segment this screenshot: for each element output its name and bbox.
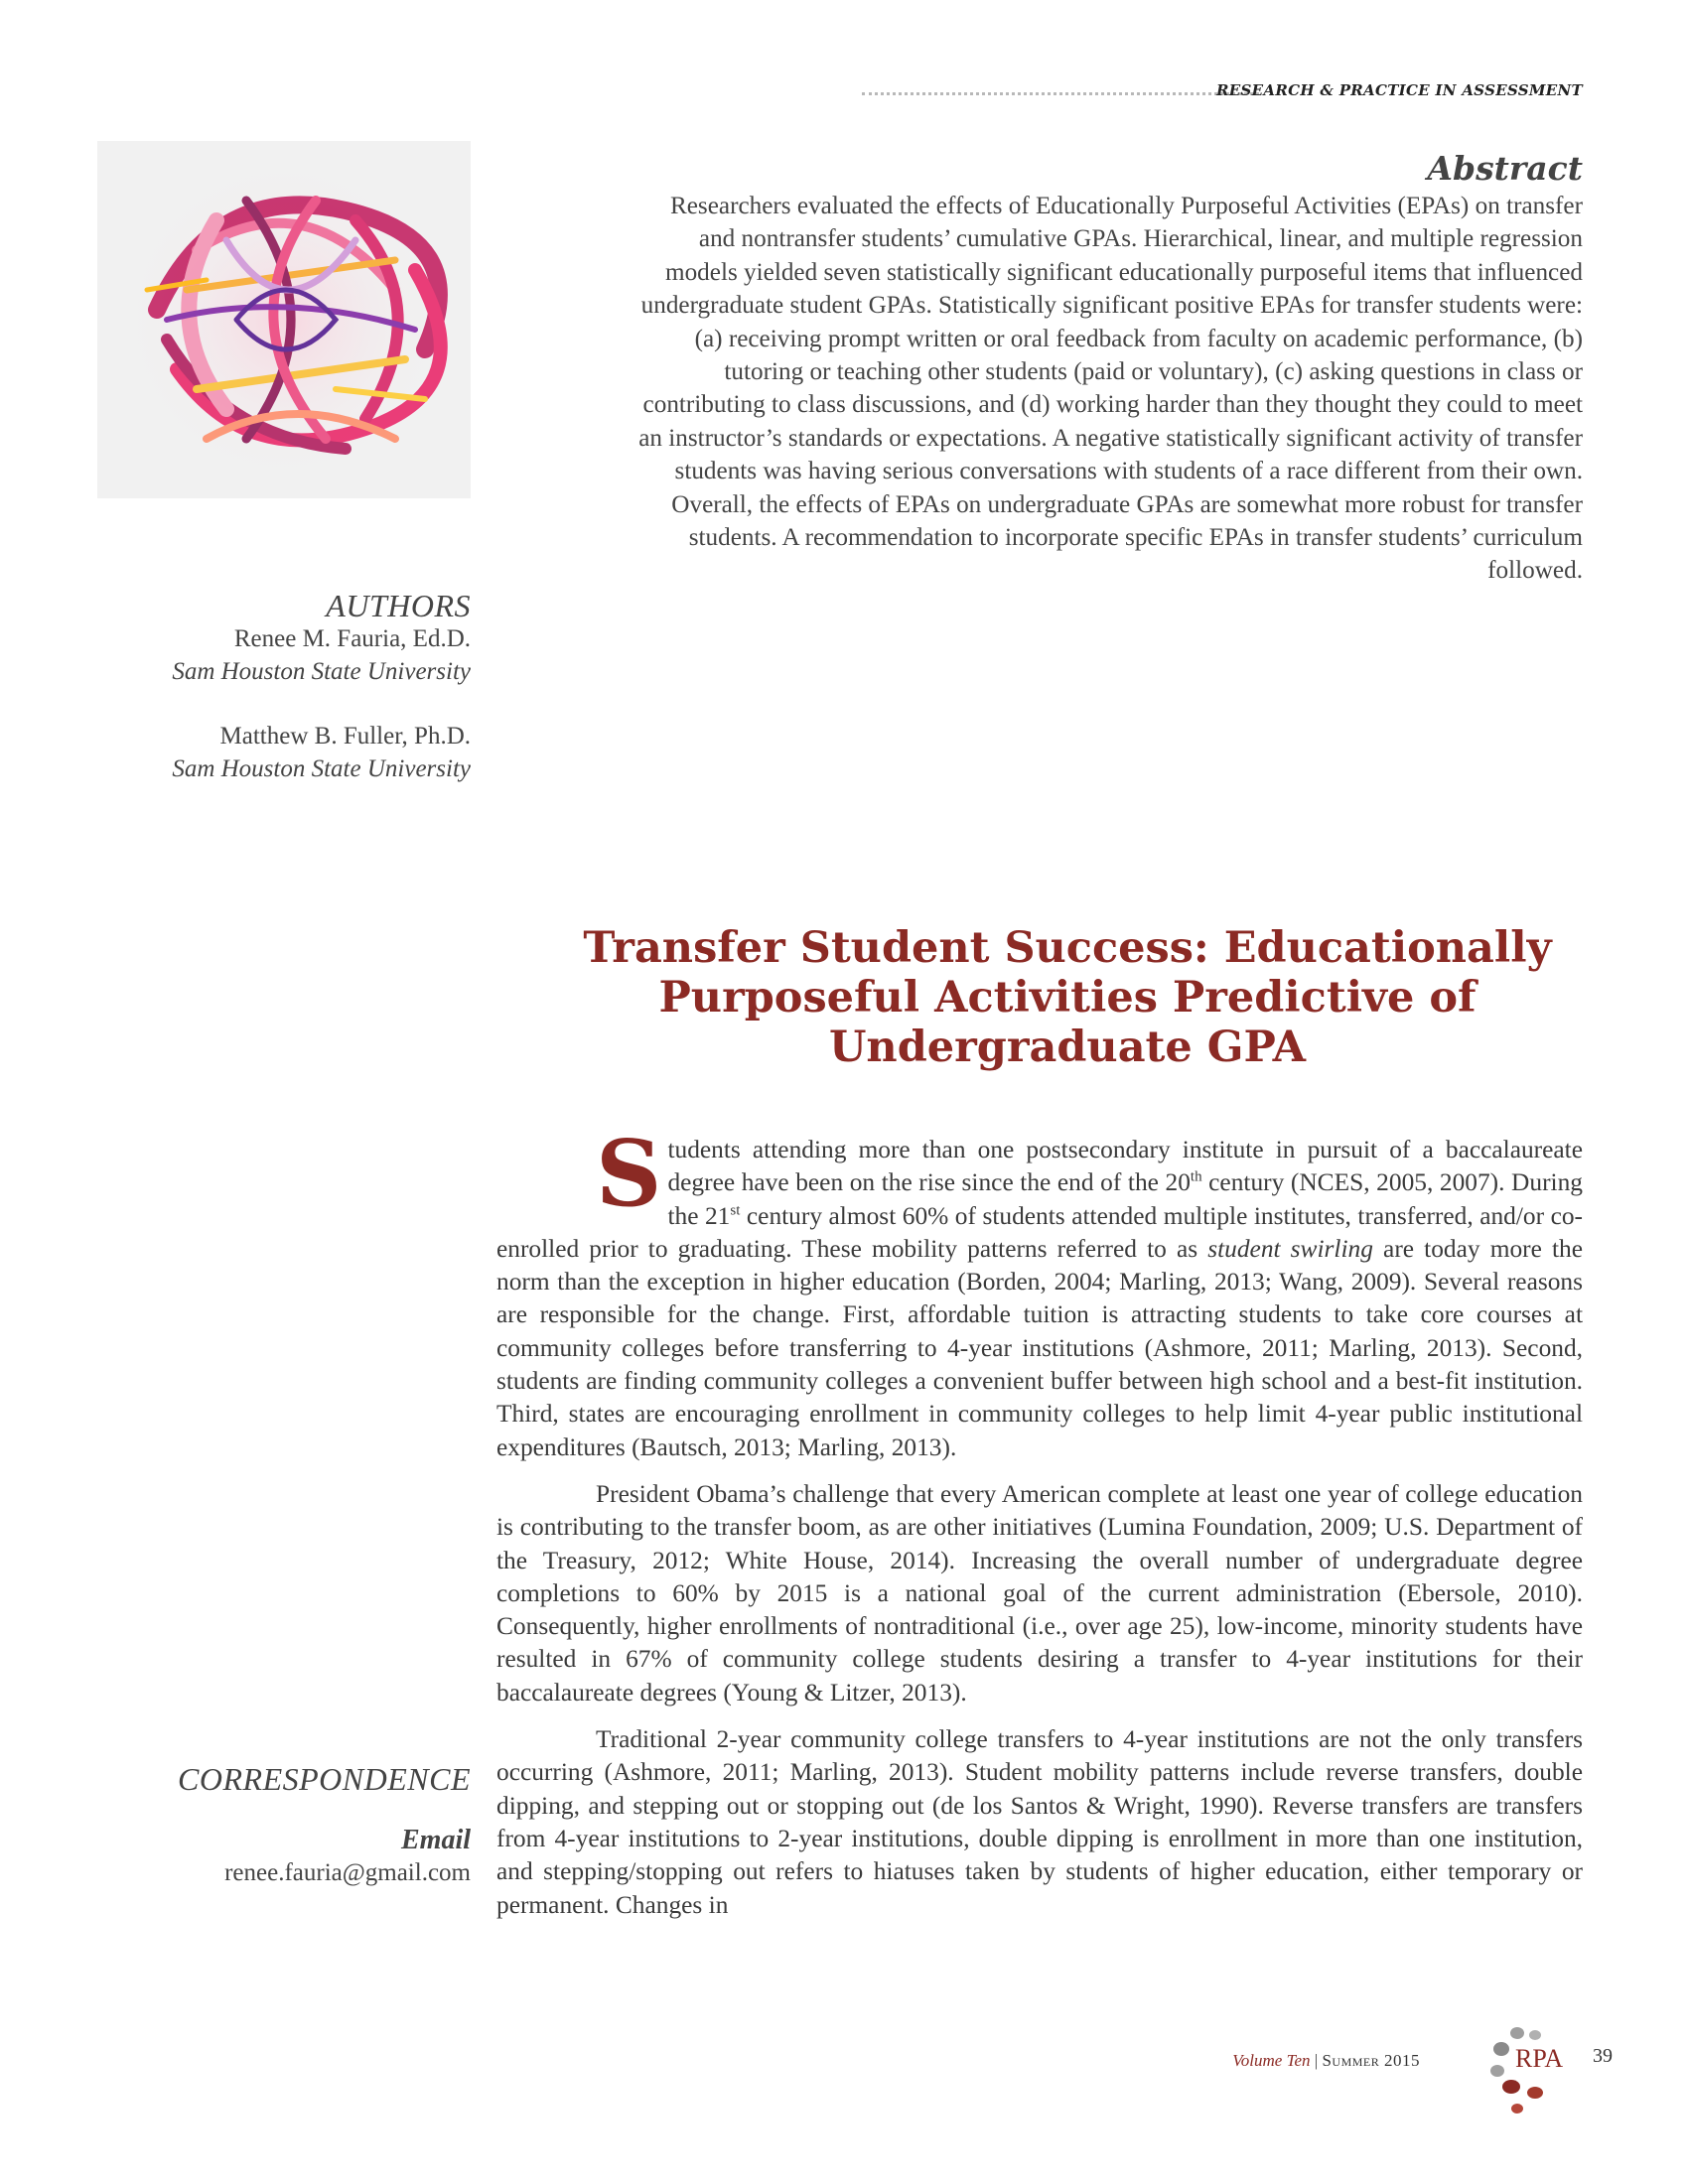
paragraph-text: are today more the norm than the exception in higher education (Borden, 2004; Marling, 2013; Wang, 2009). Several reasons are responsible for the change. First, affordable tuition is attracting students to take core courses at community colleges before transferring to 4-year institutions (Ashmore, 2011; Marling, 2013). Second, students are finding community colleges a convenient buffer between high school and a best-fit institution. Third, states are encouraging enrollment in community colleges to help limit 4-year public institutional expenditures (Bautsch, 2013; Marling, 2013).: [496, 1234, 1583, 1461]
cover-artwork: [97, 141, 471, 498]
abstract-text: Researchers evaluated the effects of Educationally Purposeful Activities (EPAs) on transfer and nontransfer students’ cumulative GPAs. Hierarchical, linear, and multiple regression models yielded seven statistically significant educationally purposeful items that influenced undergraduate student GPAs. Statistically significant positive EPAs for transfer students were: (a) receiving prompt written or oral feedback from faculty on academic performance, (b) tutoring or teaching other students (paid or voluntary), (c) asking questions in class or contributing to class discussions, and (d) working harder than they thought they could to meet an instructor’s standards or expectations. A negative statistically significant activity of transfer students was having serious conversations with students of a race different from their own. Overall, the effects of EPAs on undergraduate GPAs are somewhat more robust for transfer students. A recommendation to incorporate specific EPAs in transfer students’ curriculum followed.: [638, 193, 1583, 585]
page-number: 39: [1593, 2045, 1613, 2067]
rpa-logo: [1487, 2023, 1567, 2122]
superscript: st: [730, 1202, 741, 1219]
article-title: Transfer Student Success: Educationally Purposeful Activities Predictive of Undergraduate GPA: [583, 923, 1552, 1072]
volume-info: [1232, 2051, 1420, 2071]
running-title: RESEARCH & PRACTICE IN ASSESSMENT: [1216, 81, 1583, 99]
author-institution: Sam Houston State University: [172, 658, 471, 685]
author-name: Matthew B. Fuller, Ph.D.: [219, 723, 471, 750]
author-institution: Sam Houston State University: [172, 755, 471, 782]
volume-label: Volume Ten: [1232, 2051, 1311, 2070]
emphasis-term: student swirling: [1207, 1234, 1373, 1263]
author-name: Renee M. Fauria, Ed.D.: [233, 625, 471, 652]
email-address[interactable]: renee.fauria@gmail.com: [224, 1859, 471, 1886]
correspondence-section: [60, 1763, 471, 1889]
authors-heading: AUTHORS: [326, 588, 471, 623]
abstract-heading: Abstract: [1427, 149, 1583, 188]
body-paragraph: President Obama’s challenge that every American complete at least one year of college education is contributing to the transfer boom, as are other initiatives (Lumina Foundation, 2009; U.S. Department of the Treasury, 2012; White House, 2014). Increasing the overall number of undergraduate degree completions to 60% by 2015 is a national goal of the current administration (Ebersole, 2010). Consequently, higher enrollments of nontraditional (i.e., over age 25), low-income, minority students have resulted in 67% of community college students desiring a transfer to 4-year institutions for their baccalaureate degrees (Young & Litzer, 2013).: [496, 1479, 1583, 1706]
body-paragraph: Traditional 2-year community college transfers to 4-year institutions are not the only transfers occurring (Ashmore, 2011; Marling, 2013). Student mobility patterns include reverse transfers, double dipping, and stepping out or stopping out (de los Santos & Wright, 1990). Reverse transfers are transfers from 4-year institutions to 2-year institutions, double dipping is enrollment in more than one institution, and stepping/stopping out refers to hiatuses taken by students of higher education, either temporary or permanent. Changes in: [496, 1725, 1583, 1919]
article-body: [496, 1120, 1583, 1936]
dotted-leader: [862, 92, 1259, 95]
paragraph-text: tudents attending more than one postsecondary institute in pursuit of a baccalaureate degree have been on the rise since the end of the 20: [667, 1136, 1583, 1197]
page-footer: [1232, 2023, 1618, 2122]
superscript: th: [1190, 1168, 1202, 1185]
drop-cap: S: [596, 1120, 662, 1227]
abstract-section: [635, 149, 1583, 588]
paragraph-text: century (NCES, 2005, 2007). During the 21: [667, 1168, 1583, 1230]
correspondence-heading: CORRESPONDENCE: [178, 1761, 471, 1797]
authors-section: [60, 590, 471, 785]
rpa-logo-icon: [1487, 2023, 1567, 2122]
email-label: Email: [400, 1825, 471, 1855]
running-header: [862, 81, 1583, 105]
paragraph-text: century almost 60% of students attended multiple institutes, transferred, and/or co-enrolled prior to graduating. These mobility patterns referred to as: [496, 1201, 1583, 1263]
logo-text: RPA: [1515, 2044, 1564, 2073]
body-paragraph: [496, 1120, 1583, 1464]
footer-separator: |: [1314, 2051, 1319, 2070]
swirl-artwork-image: [97, 141, 471, 498]
season-label: Summer 2015: [1322, 2051, 1420, 2070]
